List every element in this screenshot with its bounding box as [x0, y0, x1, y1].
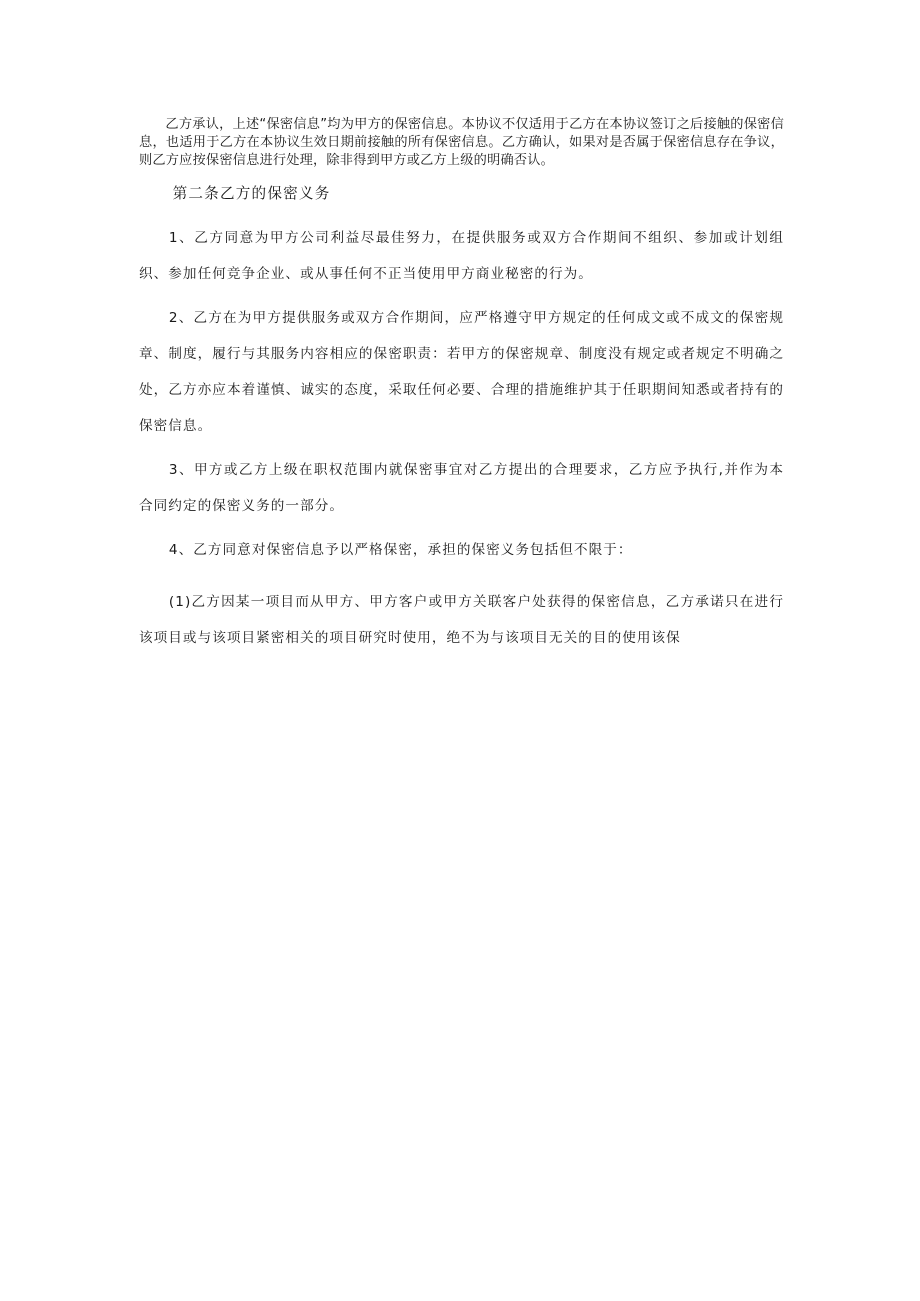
document-body	[139, 116, 784, 656]
intro-paragraph: 乙方承认，上述“保密信息”均为甲方的保密信息。本协议不仅适用于乙方在本协议签订之后接触的保密信息，也适用于乙方在本协议生效日期前接触的所有保密信息。乙方确认，如果对是否属于保密信息存在争议，则乙方应按保密信息进行处理，除非得到甲方或乙方上级的明确否认。	[139, 117, 784, 168]
section-heading: 第二条乙方的保密义务	[172, 185, 331, 202]
clause-paragraph-4: 4、乙方同意对保密信息予以严格保密，承担的保密义务包括但不限于：	[168, 542, 633, 558]
clause-paragraph-2: 2、乙方在为甲方提供服务或双方合作期间，应严格遵守甲方规定的任何成文或不成文的保密规章、制度，履行与其服务内容相应的保密职责：若甲方的保密规章、制度没有规定或者规定不明确之处，乙方亦应本着谨慎、诚实的态度，采取任何必要、合理的措施维护其于任职期间知悉或者持有的保密信息。	[139, 310, 784, 434]
clause-paragraph-1: 1、乙方同意为甲方公司利益尽最佳努力，在提供服务或双方合作期间不组织、参加或计划组织、参加任何竞争企业、或从事任何不正当使用甲方商业秘密的行为。	[139, 230, 784, 282]
sub-clause-paragraph-1: (1)乙方因某一项目而从甲方、甲方客户或甲方关联客户处获得的保密信息，乙方承诺只在进行该项目或与该项目紧密相关的项目研究时使用，绝不为与该项目无关的目的使用该保	[139, 594, 784, 646]
clause-paragraph-3: 3、甲方或乙方上级在职权范围内就保密事宜对乙方提出的合理要求，乙方应予执行,并作为本合同约定的保密义务的一部分。	[139, 462, 784, 514]
